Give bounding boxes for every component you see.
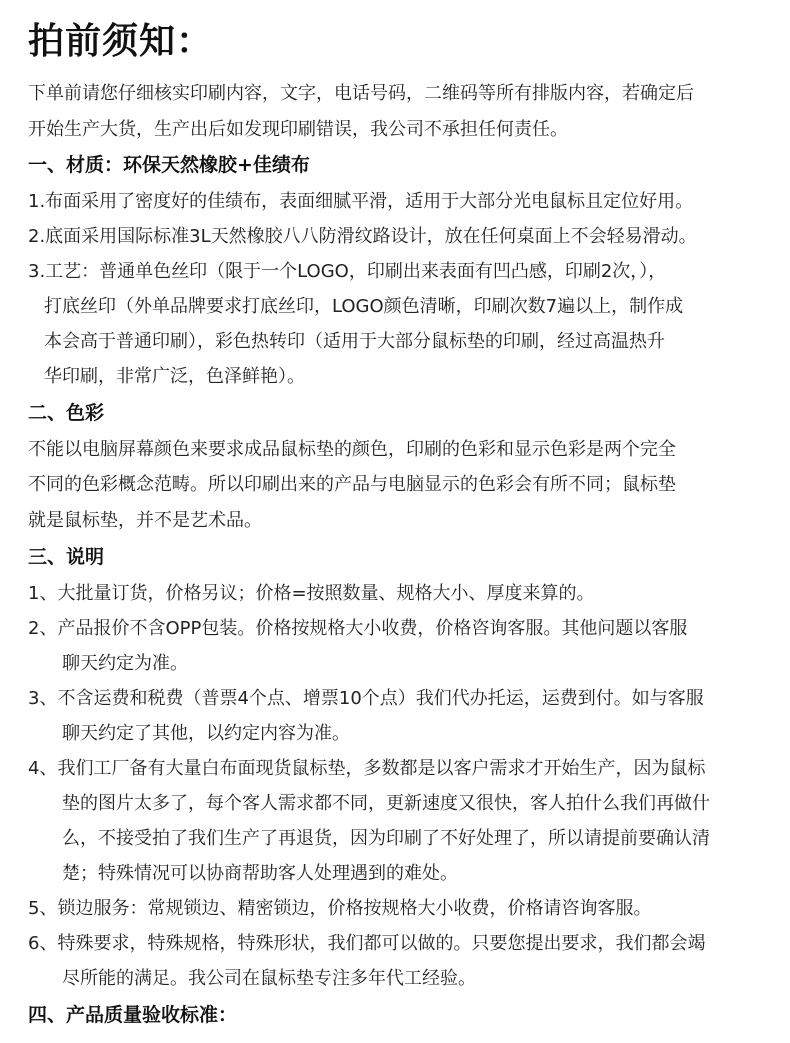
notes-line: 么，不接受拍了我们生产了再退货，因为印刷了不好处理了，所以请提前要确认清 — [62, 828, 710, 849]
notes-line: 尽所能的满足。我公司在鼠标垫专注多年代工经验。 — [62, 968, 476, 989]
notes-line: 聊天约定了其他，以约定内容为准。 — [62, 723, 350, 744]
color-line: 不同的色彩概念范畴。所以印刷出来的产品与电脑显示的色彩会有所不同；鼠标垫 — [28, 474, 676, 495]
section-heading-material: 一、材质：环保天然橡胶+佳绩布 — [28, 154, 310, 176]
notes-line: 4、我们工厂备有大量白布面现货鼠标垫，多数都是以客户需求才开始生产，因为鼠标 — [28, 758, 706, 779]
color-line: 就是鼠标垫，并不是艺术品。 — [28, 510, 262, 531]
intro-line: 下单前请您仔细核实印刷内容，文字，电话号码，二维码等所有排版内容，若确定后 — [28, 83, 694, 104]
material-line: 打底丝印（外单品牌要求打底丝印，LOGO颜色清晰，印刷次数7遍以上，制作成 — [44, 296, 684, 317]
notes-line: 5、锁边服务：常规锁边、精密锁边，价格按规格大小收费，价格请咨询客服。 — [28, 898, 652, 919]
notes-line: 楚；特殊情况可以协商帮助客人处理遇到的难处。 — [62, 863, 458, 884]
notes-line: 垫的图片太多了，每个客人需求都不同，更新速度又很快，客人拍什么我们再做什 — [62, 793, 710, 814]
material-line: 华印刷，非常广泛，色泽鲜艳）。 — [44, 366, 305, 387]
notes-line: 1、大批量订货，价格另议；价格=按照数量、规格大小、厚度来算的。 — [28, 583, 595, 604]
material-line: 3.工艺：普通单色丝印（限于一个LOGO，印刷出来表面有凹凸感，印刷2次，）， — [28, 261, 667, 282]
notes-line: 6、特殊要求，特殊规格，特殊形状，我们都可以做的。只要您提出要求，我们都会竭 — [28, 933, 706, 954]
section-heading-color: 二、色彩 — [28, 402, 105, 424]
intro-line: 开始生产大货，生产出后如发现印刷错误，我公司不承担任何责任。 — [28, 119, 568, 140]
material-line: 本会高于普通印刷），彩色热转印（适用于大部分鼠标垫的印刷，经过高温热升 — [44, 331, 665, 352]
notes-line: 3、不含运费和税费（普票4个点、增票10个点）我们代办托运，运费到付。如与客服 — [28, 688, 704, 709]
material-line: 1.布面采用了密度好的佳绩布，表面细腻平滑，适用于大部分光电鼠标且定位好用。 — [28, 191, 694, 212]
section-heading-quality: 四、产品质量验收标准： — [28, 1004, 238, 1026]
notes-line: 2、产品报价不含OPP包装。价格按规格大小收费，价格咨询客服。其他问题以客服 — [28, 618, 688, 639]
color-line: 不能以电脑屏幕颜色来要求成品鼠标垫的颜色，印刷的色彩和显示色彩是两个完全 — [28, 439, 676, 460]
section-heading-notes: 三、说明 — [28, 546, 105, 568]
material-line: 2.底面采用国际标准3L天然橡胶八八防滑纹路设计，放在任何桌面上不会轻易滑动。 — [28, 226, 697, 247]
page-title: 拍前须知： — [28, 21, 214, 62]
notes-line: 聊天约定为准。 — [62, 653, 188, 674]
